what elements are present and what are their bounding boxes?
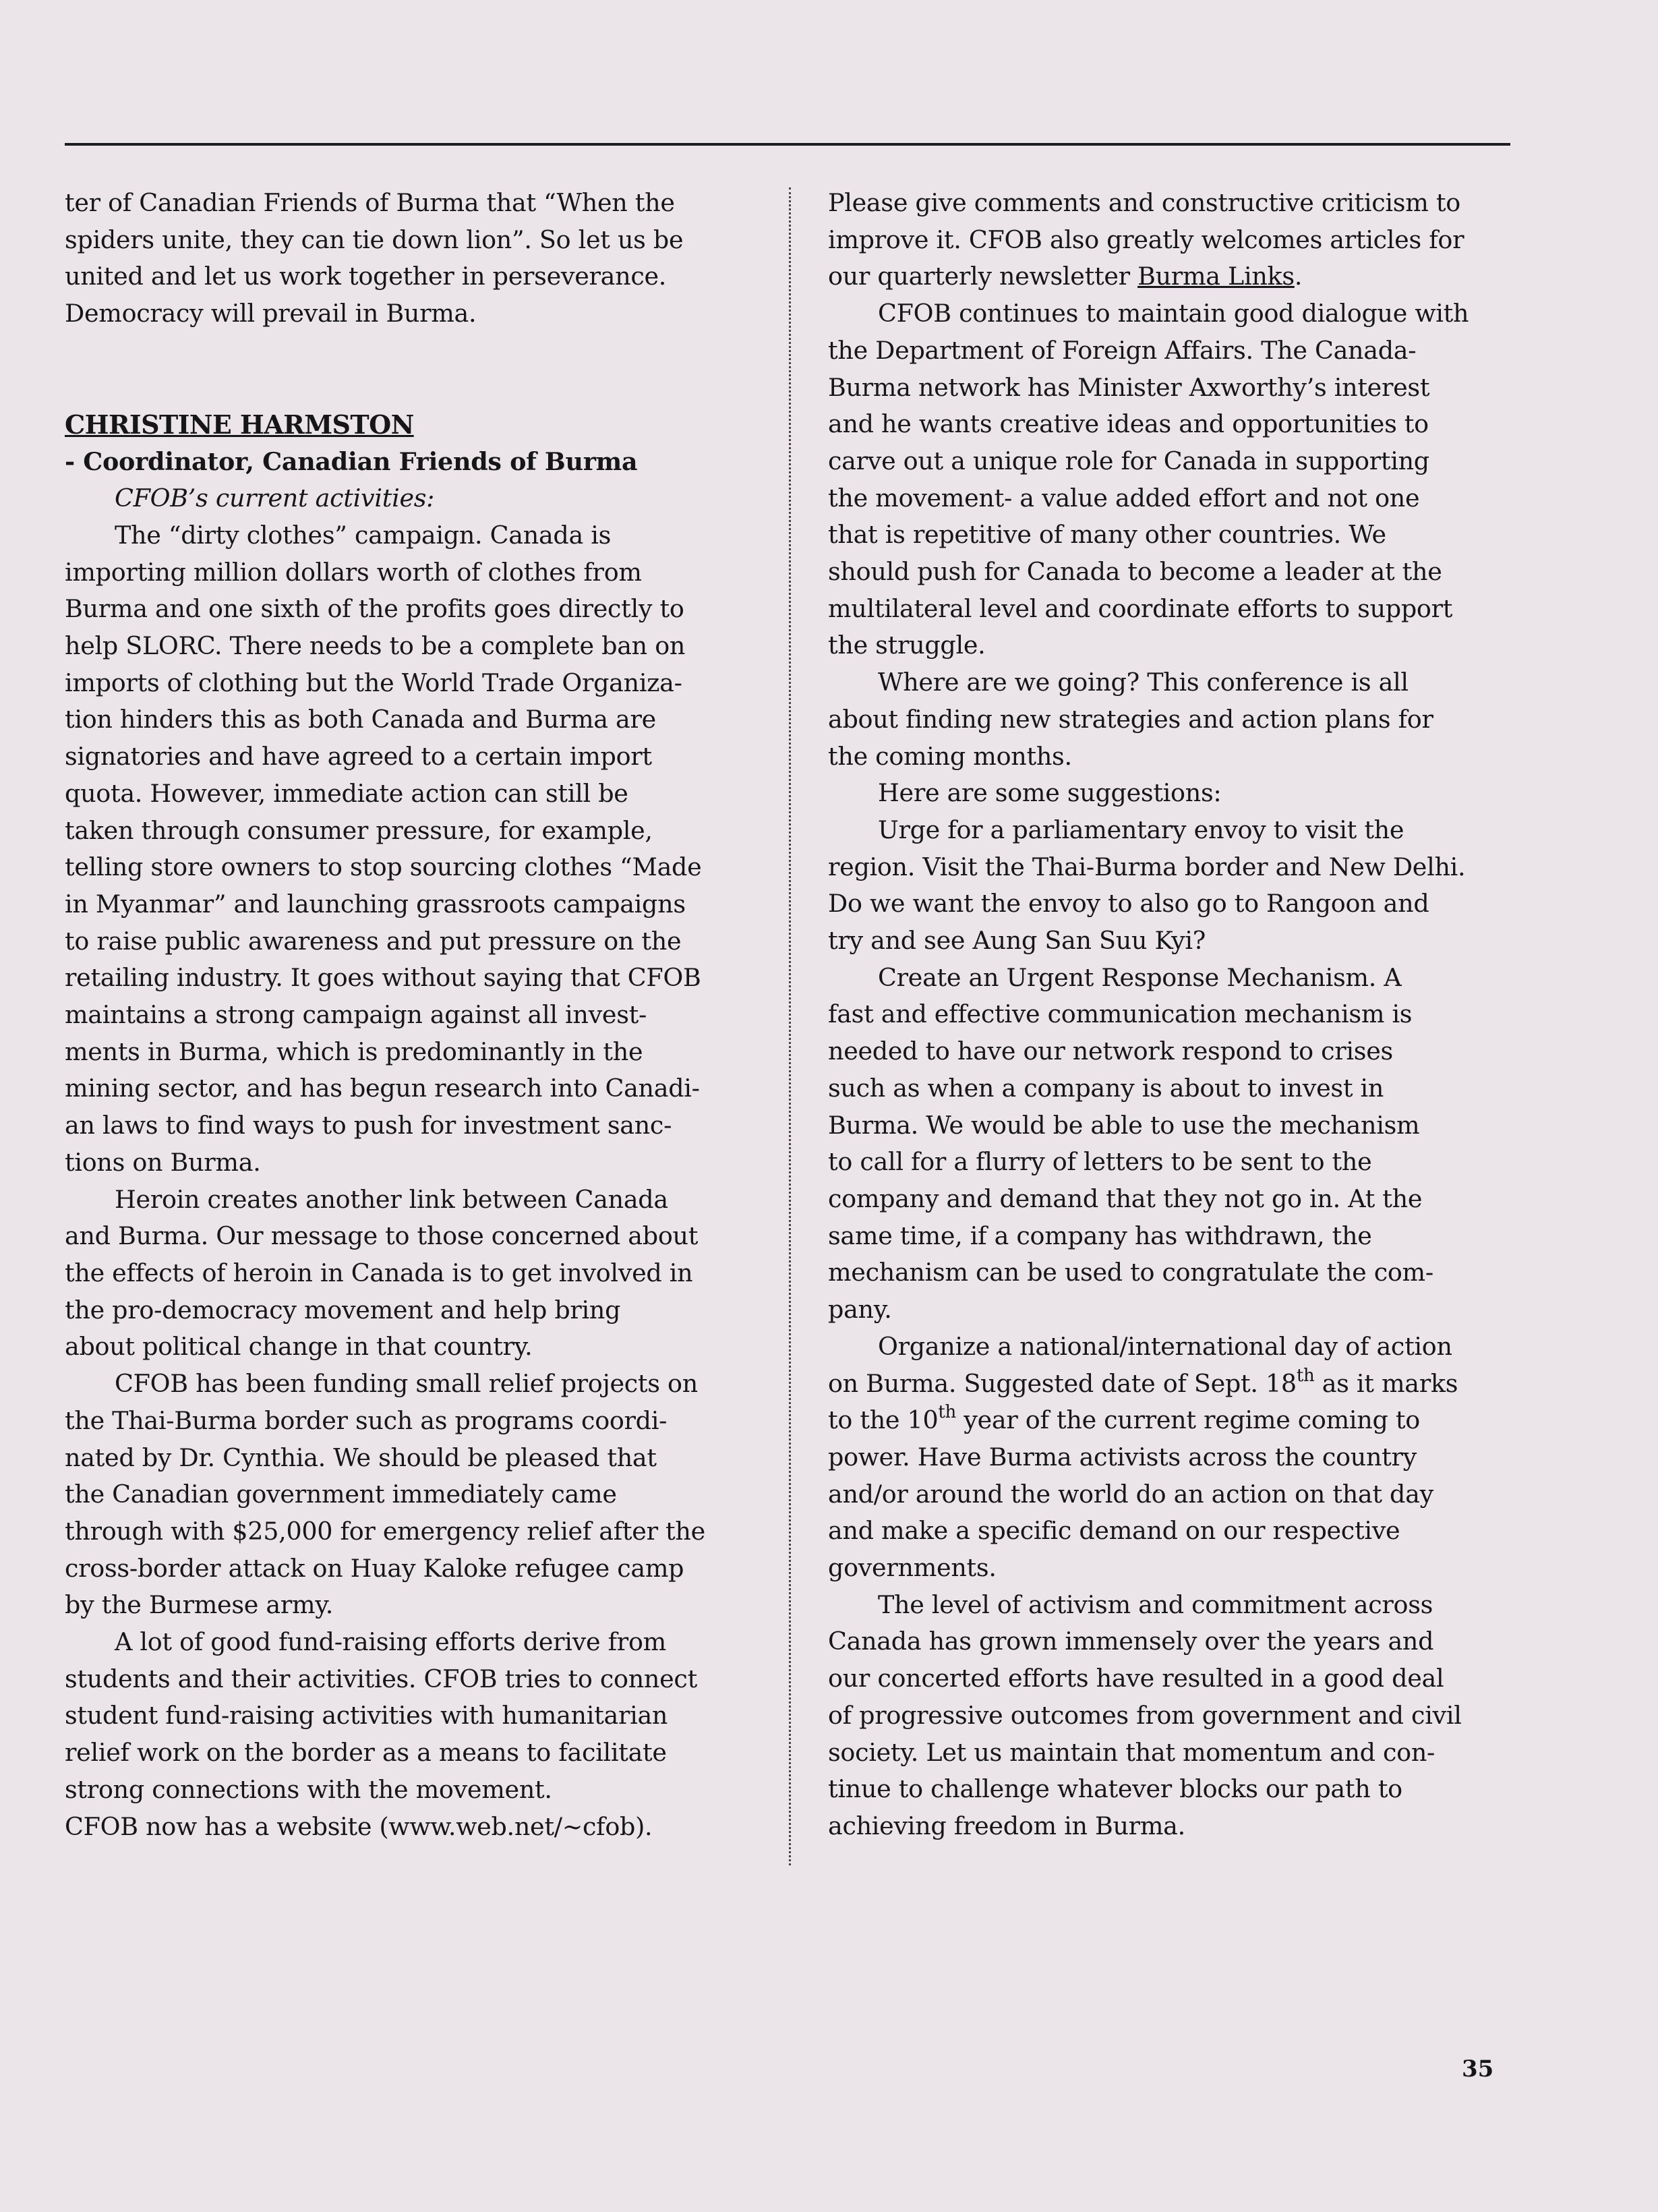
text-line: fast and effective communication mechanism is bbox=[828, 999, 1413, 1029]
text-line: and make a specific demand on our respective bbox=[828, 1516, 1400, 1546]
text-line: the effects of heroin in Canada is to get involved in bbox=[65, 1258, 693, 1287]
text-line: and he wants creative ideas and opportunities to bbox=[828, 409, 1429, 439]
text-line: power. Have Burma activists across the country bbox=[828, 1442, 1417, 1472]
text-line: and Burma. Our message to those concerned about bbox=[65, 1221, 699, 1251]
date-ordinal: th bbox=[1296, 1365, 1315, 1386]
text-line: Please give comments and constructive criticism to bbox=[828, 188, 1460, 217]
text-line: CFOB has been funding small relief projects on bbox=[115, 1369, 698, 1399]
text-line: telling store owners to stop sourcing clothes “Made bbox=[65, 852, 702, 882]
section-gap bbox=[65, 332, 748, 407]
text-line: The “dirty clothes” campaign. Canada is bbox=[115, 520, 612, 550]
dirty-clothes-paragraph bbox=[65, 517, 748, 1182]
text-line: the Thai-Burma border such as programs coordi- bbox=[65, 1405, 668, 1435]
day-of-action-line-1: Organize a national/international day of action bbox=[878, 1331, 1452, 1361]
foreign-affairs-paragraph bbox=[828, 295, 1516, 664]
text-line: united and let us work together in perseverance. bbox=[65, 262, 667, 291]
text-line: try and see Aung San Suu Kyi? bbox=[828, 926, 1206, 956]
heroin-paragraph bbox=[65, 1182, 748, 1366]
text-line: by the Burmese army. bbox=[65, 1590, 334, 1620]
text-line: through with $25,000 for emergency relief after the bbox=[65, 1516, 705, 1546]
text-line: Urge for a parliamentary envoy to visit the bbox=[878, 815, 1404, 844]
right-column bbox=[828, 185, 1516, 1845]
text-line: Burma and one sixth of the profits goes directly to bbox=[65, 594, 684, 624]
day-of-action-line-2b: as it marks bbox=[1314, 1368, 1458, 1398]
text-line: such as when a company is about to invest in bbox=[828, 1073, 1384, 1103]
text-line: Where are we going? This conference is all bbox=[878, 668, 1409, 697]
section-label: CFOB’s current activities: bbox=[115, 484, 435, 513]
page-number: 35 bbox=[1462, 2056, 1494, 2083]
feedback-paragraph bbox=[828, 185, 1516, 295]
suggestions-intro bbox=[828, 775, 1516, 812]
text-line: pany. bbox=[828, 1295, 892, 1325]
text-line: same time, if a company has withdrawn, the bbox=[828, 1221, 1372, 1250]
fundraising-paragraph bbox=[65, 1624, 748, 1809]
text-line: cross-border attack on Huay Kaloke refugee camp bbox=[65, 1553, 684, 1583]
day-of-action-rest bbox=[828, 1443, 1433, 1582]
text-line: about finding new strategies and action plans for bbox=[828, 704, 1433, 734]
intro-paragraph bbox=[65, 185, 748, 332]
text-line: of progressive outcomes from government and civil bbox=[828, 1700, 1462, 1730]
text-line: imports of clothing but the World Trade Organiza- bbox=[65, 668, 682, 697]
text-line: quota. However, immediate action can still be bbox=[65, 778, 628, 808]
text-line: the movement- a value added effort and not one bbox=[828, 483, 1420, 513]
feedback-last-prefix: our quarterly newsletter bbox=[828, 262, 1138, 291]
text-line: the pro-democracy movement and help bring bbox=[65, 1295, 621, 1325]
text-line: the Department of Foreign Affairs. The Canada- bbox=[828, 335, 1417, 365]
text-line: carve out a unique role for Canada in supporting bbox=[828, 446, 1429, 475]
text-line: improve it. CFOB also greatly welcomes articles for bbox=[828, 225, 1464, 254]
text-line: Do we want the envoy to also go to Rangoon and bbox=[828, 889, 1429, 919]
text-line: importing million dollars worth of clothes from bbox=[65, 557, 642, 587]
text-line: Here are some suggestions: bbox=[878, 778, 1222, 808]
text-line: CFOB continues to maintain good dialogue with bbox=[878, 299, 1469, 328]
text-line: company and demand that they not go in. At the bbox=[828, 1184, 1423, 1213]
text-line: help SLORC. There needs to be a complete ban on bbox=[65, 631, 686, 661]
text-line: achieving freedom in Burma. bbox=[828, 1811, 1185, 1840]
text-line: The level of activism and commitment across bbox=[878, 1590, 1433, 1619]
text-line: nated by Dr. Cynthia. We should be pleased that bbox=[65, 1443, 657, 1472]
text-line: about political change in that country. bbox=[65, 1332, 533, 1362]
text-line: mining sector, and has begun research into Canadi- bbox=[65, 1074, 700, 1103]
text-line: tinue to challenge whatever blocks our path to bbox=[828, 1774, 1402, 1804]
text-line: taken through consumer pressure, for example, bbox=[65, 815, 653, 845]
column-divider bbox=[789, 187, 791, 1865]
text-line: tions on Burma. bbox=[65, 1147, 261, 1177]
speaker-heading: CHRISTINE HARMSTON bbox=[65, 409, 414, 440]
text-line: region. Visit the Thai-Burma border and New Delhi. bbox=[828, 852, 1466, 881]
text-line: to raise public awareness and put pressure on the bbox=[65, 926, 682, 956]
text-line: ments in Burma, which is predominantly in the bbox=[65, 1037, 643, 1066]
relief-projects-paragraph bbox=[65, 1366, 748, 1624]
text-line: spiders unite, they can tie down lion”. So let us be bbox=[65, 225, 684, 254]
text-line: should push for Canada to become a leader at the bbox=[828, 557, 1442, 587]
text-line: mechanism can be used to congratulate the com- bbox=[828, 1258, 1433, 1287]
text-line: needed to have our network respond to crises bbox=[828, 1037, 1393, 1066]
text-line: signatories and have agreed to a certain import bbox=[65, 742, 652, 772]
top-rule bbox=[65, 143, 1510, 146]
text-line: multilateral level and coordinate efforts to support bbox=[828, 593, 1453, 623]
day-of-action-line-2a: on Burma. Suggested date of Sept. 18 bbox=[828, 1368, 1297, 1398]
text-line: an laws to find ways to push for investment sanc- bbox=[65, 1111, 672, 1140]
text-line: in Myanmar” and launching grassroots campaigns bbox=[65, 889, 686, 919]
text-line: the coming months. bbox=[828, 741, 1072, 771]
text-line: tion hinders this as both Canada and Burma are bbox=[65, 705, 656, 734]
text-line: strong connections with the movement. bbox=[65, 1774, 552, 1804]
text-line: Democracy will prevail in Burma. bbox=[65, 299, 477, 328]
website-paragraph bbox=[65, 1809, 748, 1846]
where-going-paragraph bbox=[828, 664, 1516, 775]
text-line: Canada has grown immensely over the years and bbox=[828, 1627, 1434, 1656]
text-line: student fund-raising activities with humanitarian bbox=[65, 1701, 668, 1730]
text-line: to call for a flurry of letters to be sent to the bbox=[828, 1147, 1372, 1177]
text-line: Burma. We would be able to use the mechanism bbox=[828, 1110, 1420, 1140]
feedback-last-suffix: . bbox=[1294, 262, 1303, 291]
text-line: that is repetitive of many other countries. We bbox=[828, 520, 1386, 550]
speaker-role: - Coordinator, Canadian Friends of Burma bbox=[65, 446, 638, 476]
day-of-action-paragraph bbox=[828, 1329, 1516, 1587]
text-line: governments. bbox=[828, 1553, 997, 1583]
day-of-action-line-3b: year of the current regime coming to bbox=[955, 1405, 1420, 1435]
text-line: A lot of good fund-raising efforts derive from bbox=[115, 1627, 666, 1657]
text-line: our concerted efforts have resulted in a good deal bbox=[828, 1664, 1444, 1693]
text-line: students and their activities. CFOB tries to connect bbox=[65, 1664, 697, 1693]
text-line: society. Let us maintain that momentum and con- bbox=[828, 1737, 1435, 1767]
text-line: Create an Urgent Response Mechanism. A bbox=[878, 962, 1402, 992]
urgent-response-paragraph bbox=[828, 960, 1516, 1329]
feedback-lines bbox=[828, 188, 1464, 254]
text-line: retailing industry. It goes without saying that CFOB bbox=[65, 963, 701, 993]
envoy-paragraph bbox=[828, 812, 1516, 960]
text-line: relief work on the border as a means to facilitate bbox=[65, 1738, 667, 1768]
text-line: maintains a strong campaign against all invest- bbox=[65, 1000, 647, 1030]
year-ordinal: th bbox=[938, 1402, 956, 1423]
text-line: Heroin creates another link between Canada bbox=[115, 1184, 668, 1214]
day-of-action-line-3a: to the 10 bbox=[828, 1405, 939, 1435]
text-line: the struggle. bbox=[828, 631, 986, 660]
text-line: and/or around the world do an action on that day bbox=[828, 1479, 1433, 1509]
text-line: the Canadian government immediately came bbox=[65, 1480, 617, 1509]
left-column bbox=[65, 185, 748, 1845]
text-line: CFOB now has a website (www.web.net/~cfob). bbox=[65, 1811, 653, 1841]
closing-paragraph bbox=[828, 1587, 1516, 1845]
text-line: Burma network has Minister Axworthy’s interest bbox=[828, 372, 1430, 402]
newsletter-title: Burma Links bbox=[1137, 262, 1295, 291]
text-line: ter of Canadian Friends of Burma that “When the bbox=[65, 188, 675, 217]
